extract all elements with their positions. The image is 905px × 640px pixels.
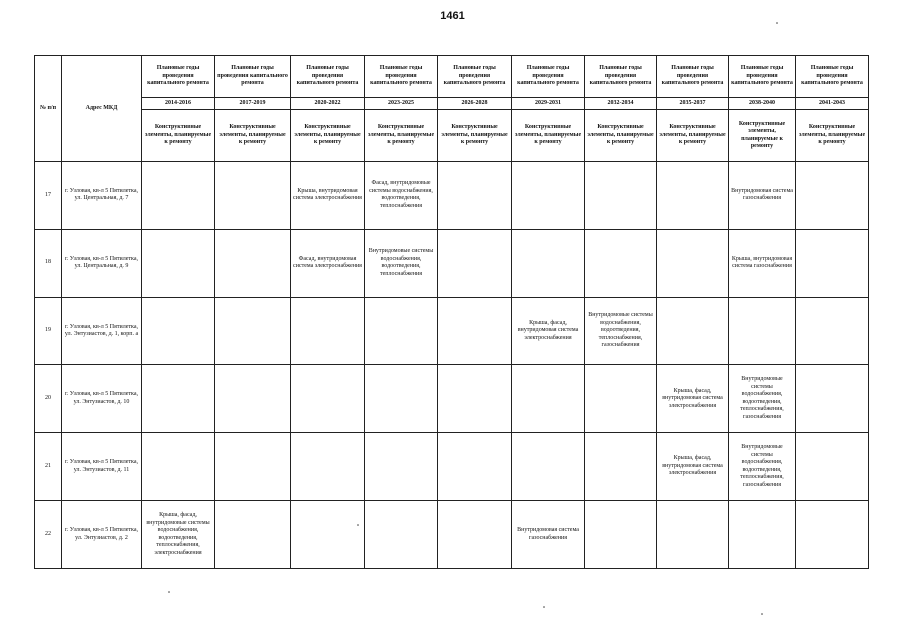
row-number: 21 bbox=[35, 433, 62, 501]
repair-cell: Внутридомовая система газоснабжения bbox=[729, 162, 796, 230]
plan-years-header: Плановые годы проведения капитального ремонта bbox=[365, 56, 438, 98]
address-header: Адрес МКД bbox=[62, 56, 142, 162]
num-header: № п/п bbox=[35, 56, 62, 162]
repair-cell bbox=[585, 365, 657, 433]
repair-cell bbox=[291, 501, 365, 569]
repair-cell bbox=[365, 501, 438, 569]
elements-header: Конструктивные элементы, планируемые к ремонту bbox=[365, 110, 438, 162]
elements-header: Конструктивные элементы, планируемые к ремонту bbox=[796, 110, 869, 162]
header-row-elements bbox=[35, 110, 869, 162]
repair-cell: Внутридомовые системы водоснабжения, водоотведения, теплоснабжения bbox=[365, 229, 438, 297]
capital-repair-schedule-table bbox=[34, 55, 869, 569]
repair-cell bbox=[215, 162, 291, 230]
repair-cell bbox=[142, 433, 215, 501]
elements-header: Конструктивные элементы, планируемые к ремонту bbox=[438, 110, 512, 162]
plan-years-header: Плановые годы проведения капитального ремонта bbox=[438, 56, 512, 98]
plan-years-header: Плановые годы проведения капитального ремонта bbox=[215, 56, 291, 98]
repair-cell bbox=[512, 365, 585, 433]
repair-cell bbox=[438, 229, 512, 297]
repair-cell bbox=[438, 501, 512, 569]
repair-cell: Крыша, фасад, внутридомовая система электроснабжения bbox=[512, 297, 585, 365]
period-header-6: 2032-2034 bbox=[585, 98, 657, 110]
row-number: 18 bbox=[35, 229, 62, 297]
row-address: г. Узловая, кв-л 5 Пятилетка, ул. Энтузиастов, д. 2 bbox=[62, 501, 142, 569]
plan-years-header: Плановые годы проведения капитального ремонта bbox=[796, 56, 869, 98]
repair-cell bbox=[729, 297, 796, 365]
elements-header: Конструктивные элементы, планируемые к ремонту bbox=[657, 110, 729, 162]
repair-cell bbox=[585, 162, 657, 230]
row-number: 17 bbox=[35, 162, 62, 230]
row-number: 19 bbox=[35, 297, 62, 365]
repair-cell bbox=[796, 229, 869, 297]
plan-years-header: Плановые годы проведения капитального ремонта bbox=[729, 56, 796, 98]
repair-cell bbox=[365, 433, 438, 501]
row-address: г. Узловая, кв-л 5 Пятилетка, ул. Энтузиастов, д. 11 bbox=[62, 433, 142, 501]
scan-speck bbox=[543, 606, 545, 608]
repair-cell bbox=[215, 229, 291, 297]
repair-cell bbox=[796, 162, 869, 230]
plan-years-header: Плановые годы проведения капитального ремонта bbox=[657, 56, 729, 98]
row-address: г. Узловая, кв-л 5 Пятилетка, ул. Центральная, д. 9 bbox=[62, 229, 142, 297]
repair-cell bbox=[796, 365, 869, 433]
repair-cell bbox=[291, 433, 365, 501]
elements-header: Конструктивные элементы, планируемые к ремонту bbox=[291, 110, 365, 162]
table-row bbox=[35, 501, 869, 569]
plan-years-header: Плановые годы проведения капитального ремонта bbox=[142, 56, 215, 98]
scan-speck bbox=[168, 591, 170, 593]
repair-cell: Крыша, внутридомовая система электроснабжения bbox=[291, 162, 365, 230]
table-row bbox=[35, 229, 869, 297]
repair-cell bbox=[796, 297, 869, 365]
row-address: г. Узловая, кв-л 5 Пятилетка, ул. Энтузиастов, д. 1, корп. а bbox=[62, 297, 142, 365]
period-header-8: 2038-2040 bbox=[729, 98, 796, 110]
repair-cell bbox=[585, 433, 657, 501]
elements-header: Конструктивные элементы, планируемые к ремонту bbox=[142, 110, 215, 162]
repair-cell: Внутридомовая система газоснабжения bbox=[512, 501, 585, 569]
elements-header: Конструктивные элементы, планируемые к ремонту bbox=[512, 110, 585, 162]
period-header-7: 2035-2037 bbox=[657, 98, 729, 110]
repair-cell bbox=[657, 297, 729, 365]
repair-cell bbox=[291, 365, 365, 433]
plan-years-header: Плановые годы проведения капитального ремонта bbox=[512, 56, 585, 98]
row-number: 20 bbox=[35, 365, 62, 433]
table-row bbox=[35, 433, 869, 501]
repair-cell bbox=[657, 162, 729, 230]
repair-cell bbox=[438, 162, 512, 230]
repair-cell bbox=[142, 297, 215, 365]
repair-cell bbox=[512, 229, 585, 297]
repair-cell bbox=[512, 162, 585, 230]
repair-cell bbox=[291, 297, 365, 365]
period-header-5: 2029-2031 bbox=[512, 98, 585, 110]
elements-header: Конструктивные элементы, планируемые к ремонту bbox=[215, 110, 291, 162]
period-header-2: 2020-2022 bbox=[291, 98, 365, 110]
repair-cell bbox=[215, 433, 291, 501]
period-header-0: 2014-2016 bbox=[142, 98, 215, 110]
repair-cell bbox=[585, 229, 657, 297]
page-number: 1461 bbox=[440, 10, 465, 22]
header-row-years bbox=[35, 98, 869, 110]
repair-cell bbox=[438, 297, 512, 365]
repair-cell: Фасад, внутридомовая система электроснабжения bbox=[291, 229, 365, 297]
repair-cell bbox=[729, 501, 796, 569]
repair-cell: Внутридомовые системы водоснабжения, водоотведения, теплоснабжения, газоснабжения bbox=[729, 433, 796, 501]
repair-cell bbox=[657, 501, 729, 569]
table-row bbox=[35, 365, 869, 433]
repair-cell bbox=[142, 162, 215, 230]
repair-cell bbox=[585, 501, 657, 569]
repair-cell bbox=[365, 297, 438, 365]
repair-cell: Крыша, фасад, внутридомовые системы водоснабжения, водоотведения, теплоснабжения, электроснабжения bbox=[142, 501, 215, 569]
header-row-plan bbox=[35, 56, 869, 98]
repair-cell bbox=[215, 365, 291, 433]
row-address: г. Узловая, кв-л 5 Пятилетка, ул. Центральная, д. 7 bbox=[62, 162, 142, 230]
period-header-1: 2017-2019 bbox=[215, 98, 291, 110]
repair-cell: Внутридомовые системы водоснабжения, водоотведения, теплоснабжения, газоснабжения bbox=[729, 365, 796, 433]
repair-cell bbox=[512, 433, 585, 501]
repair-cell bbox=[796, 433, 869, 501]
repair-cell: Крыша, фасад, внутридомовая система электроснабжения bbox=[657, 433, 729, 501]
row-number: 22 bbox=[35, 501, 62, 569]
repair-cell: Внутридомовые системы водоснабжения, водоотведения, теплоснабжения, газоснабжения bbox=[585, 297, 657, 365]
table-row bbox=[35, 297, 869, 365]
row-address: г. Узловая, кв-л 5 Пятилетка, ул. Энтузиастов, д. 10 bbox=[62, 365, 142, 433]
repair-cell bbox=[215, 297, 291, 365]
period-header-9: 2041-2043 bbox=[796, 98, 869, 110]
period-header-3: 2023-2025 bbox=[365, 98, 438, 110]
repair-cell bbox=[142, 365, 215, 433]
elements-header: Конструктивные элементы, планируемые к ремонту bbox=[729, 110, 796, 162]
repair-cell: Фасад, внутридомовые системы водоснабжения, водоотведения, теплоснабжения bbox=[365, 162, 438, 230]
repair-cell: Крыша, фасад, внутридомовая система электроснабжения bbox=[657, 365, 729, 433]
scan-speck bbox=[761, 613, 763, 615]
plan-years-header: Плановые годы проведения капитального ремонта bbox=[291, 56, 365, 98]
scan-speck bbox=[357, 524, 359, 526]
repair-cell bbox=[796, 501, 869, 569]
plan-years-header: Плановые годы проведения капитального ремонта bbox=[585, 56, 657, 98]
repair-cell bbox=[142, 229, 215, 297]
table-row bbox=[35, 162, 869, 230]
period-header-4: 2026-2028 bbox=[438, 98, 512, 110]
repair-cell bbox=[657, 229, 729, 297]
repair-cell bbox=[215, 501, 291, 569]
scan-speck bbox=[776, 22, 778, 24]
repair-cell: Крыша, внутридомовая система газоснабжения bbox=[729, 229, 796, 297]
elements-header: Конструктивные элементы, планируемые к ремонту bbox=[585, 110, 657, 162]
repair-cell bbox=[365, 365, 438, 433]
repair-cell bbox=[438, 433, 512, 501]
repair-cell bbox=[438, 365, 512, 433]
